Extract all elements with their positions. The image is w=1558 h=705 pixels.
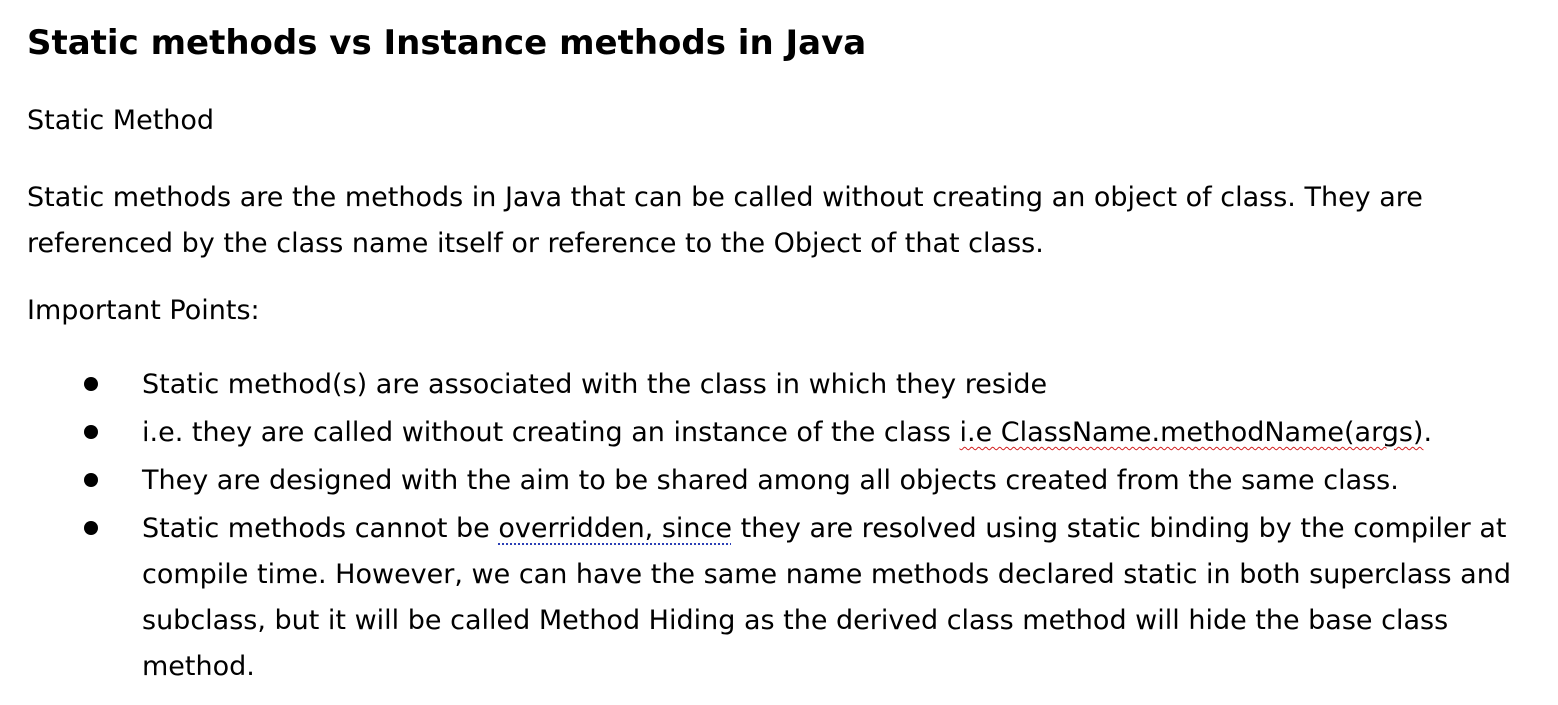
list-item-text: Static method(s) are associated with the class in which they reside [142,369,1048,400]
list-item [27,410,1537,456]
spelling-error-text[interactable]: i.e ClassName.methodName(args) [959,417,1424,448]
document-title: Static methods vs Instance methods in Java [27,23,867,63]
list-item [27,458,1537,504]
list-item [27,506,1537,690]
list-item-text: They are designed with the aim to be shared among all objects created from the same class. [142,465,1399,496]
bullet-icon [84,521,98,535]
list-item [27,362,1537,408]
section-heading: Static Method [27,105,215,136]
grammar-error-text[interactable]: overridden, since [498,513,732,544]
important-points-list [27,362,1537,692]
text-run: . [1423,417,1433,448]
bullet-icon [84,473,98,487]
bullet-icon [84,377,98,391]
text-run: they are resolved using static binding by the compiler at compile time. However, we can have the same name methods declared static in both superclass and subclass, but it will be called Method Hiding as the derived class method will hide the base class method. [142,513,1511,682]
text-run: i.e. they are called without creating an instance of the class [142,417,960,448]
bullet-icon [84,425,98,439]
list-item-text [142,410,1537,456]
important-points-label: Important Points: [27,295,260,326]
text-run: Static methods cannot be [142,513,499,544]
list-item-text [142,506,1537,690]
intro-paragraph: Static methods are the methods in Java that can be called without creating an object of class. They are referenced by the class name itself or reference to the Object of that class. [27,182,1423,259]
